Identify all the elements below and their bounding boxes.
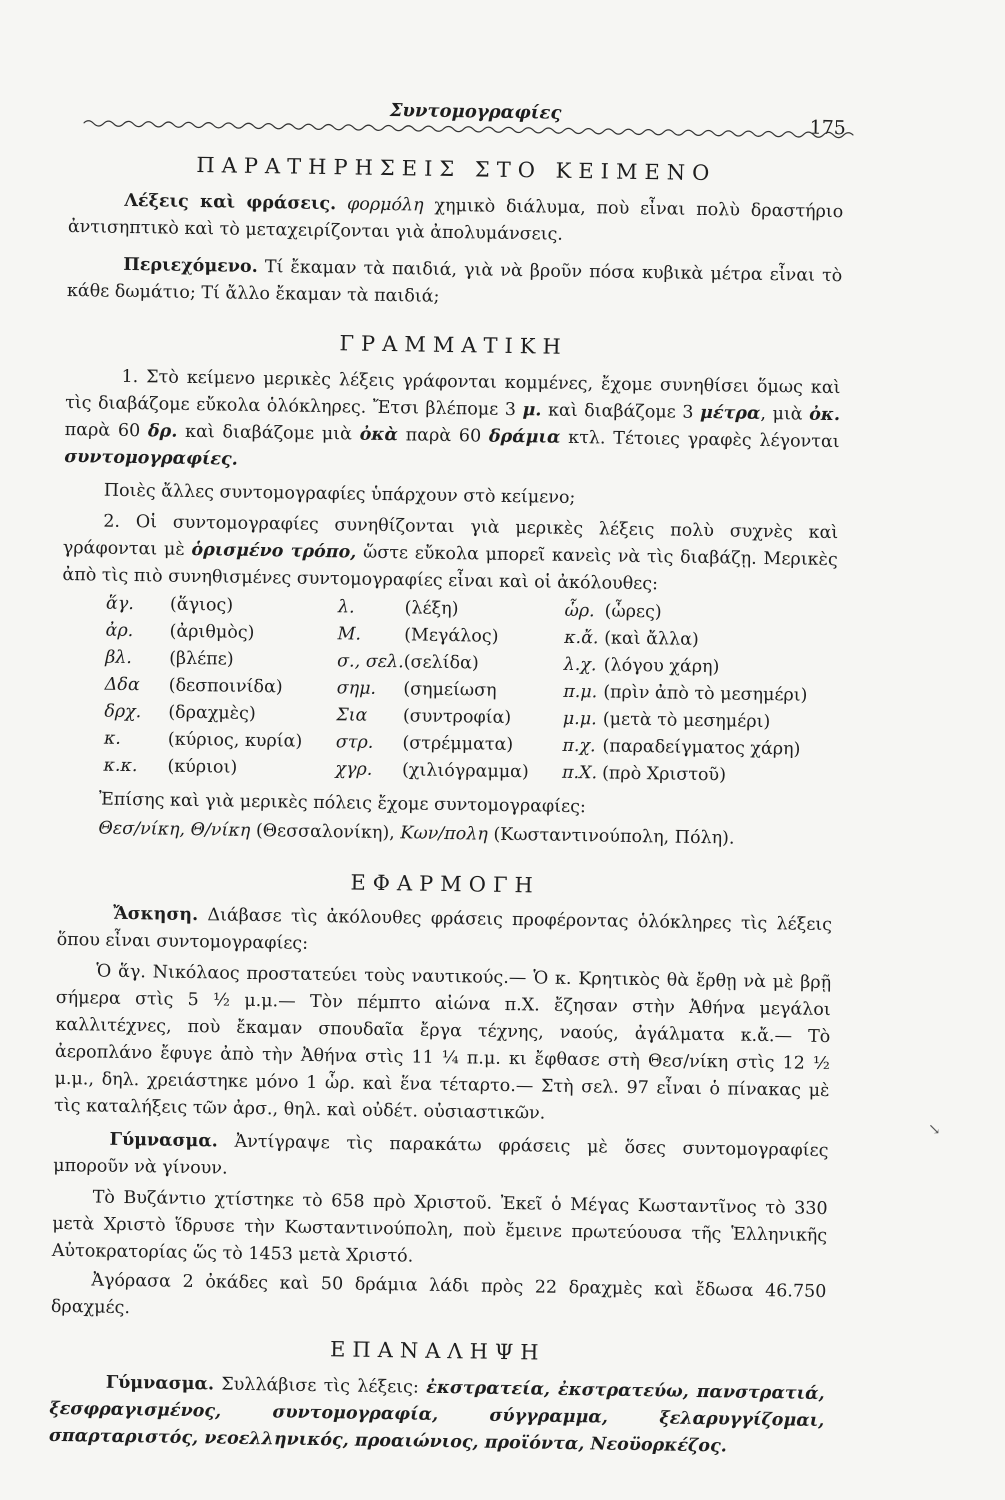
- abbreviation-cell: Σια: [336, 705, 368, 726]
- city-abbr: Κων/πολη: [400, 823, 489, 845]
- abbreviation-cell: σ., σελ.: [336, 651, 404, 673]
- city-full: (Κωσταντινούπολη, Πόλη).: [493, 824, 735, 849]
- paragraph-cities-intro: Ἐπίσης καὶ γιὰ μερικὲς πόλεις ἔχομε συντομογραφίες:: [98, 789, 587, 818]
- paragraph-drill-purchase: Ἀγόρασα 2 ὀκάδες καὶ 50 δράμια λάδι πρὸς 22 δραχμὲς καὶ ἔδωσα 46.750 δραχμές.: [50, 1270, 827, 1319]
- expansion-cell: (σημείωση: [403, 679, 497, 701]
- lead-review: Γύμνασμα.: [105, 1372, 215, 1395]
- expansion-cell: (Μεγάλος): [404, 625, 499, 647]
- abbreviation-cell: κ.ἄ.: [564, 627, 599, 649]
- paragraph-exercise: [57, 900, 833, 966]
- abbreviation-cell: βλ.: [105, 647, 133, 669]
- expansion-cell: (συντροφία): [402, 706, 512, 729]
- expansion-cell: (στρέμματα): [402, 733, 514, 756]
- city-abbr: Θεσ/νίκη, Θ/νίκη: [98, 818, 251, 841]
- review-words: ἐκστρατεία, ἐκστρατεύω, πανστρατιά, ξεσφραγισμένος, συντομογραφία, σύγγραμμα, ξελαρυγγίζομαι, σπαρταριστός, νεοελληνικός, προαιώνιος, προϊόντα, Νεοϋορκέζος.: [48, 1377, 825, 1457]
- expansion-cell: (βλέπε): [169, 648, 234, 670]
- abbreviation-cell: δρχ.: [104, 701, 142, 723]
- expansion-cell: (λέξη): [404, 598, 459, 620]
- abbreviation-cell: π.μ.: [563, 681, 598, 703]
- abbreviation-cell: π.Χ.: [561, 762, 598, 784]
- term-formol: φορμόλη: [346, 194, 424, 216]
- expansion-cell: (ἅγιος): [169, 594, 234, 616]
- section-title-application: ΕΦΑΡΜΟΓΗ: [350, 870, 541, 898]
- phrases-text: χημικὸ διάλυμα, ποὺ εἶναι πολὺ δραστήριο ἀντισηπτικὸ καὶ τὸ μεταχειρίζονται γιὰ ἀπολυμάνσεις.: [67, 195, 844, 245]
- abbreviation-cell: λ.χ.: [563, 654, 597, 676]
- text-fragment: παρὰ 60: [405, 425, 482, 447]
- book-page: [49, 95, 845, 1462]
- lead-drill: Γύμνασμα.: [109, 1129, 219, 1152]
- paragraph-drill-byzantium: Τὸ Βυζάντιο χτίστηκε τὸ 658 πρὸ Χριστοῦ. Ἐκεῖ ὁ Μέγας Κωσταντῖνος τὸ 330 μετὰ Χριστὸ ἵδρυσε τὴν Κωσταντινούπολη, ποὺ ἔμεινε πρωτεύουσα τῆς Ἑλληνικῆς Αὐτοκρατορίας ὥς τὸ 1453 μετὰ Χριστό.: [51, 1187, 828, 1267]
- paragraph-review: [49, 1369, 825, 1462]
- expansion-cell: (δραχμὲς): [168, 702, 256, 724]
- abbr-example: ὀκ.: [809, 404, 841, 426]
- abbreviation-cell: κ.: [103, 728, 122, 749]
- section-title-grammar: ΓΡΑΜΜΑΤΙΚΗ: [339, 331, 568, 359]
- term-abbreviations: συντομογραφίες.: [64, 446, 238, 470]
- text-fragment: κτλ. Τέτοιες γραφὲς λέγονται: [568, 427, 840, 453]
- abbreviation-cell: Μ.: [337, 624, 362, 645]
- lead-phrases: Λέξεις καὶ φράσεις.: [124, 190, 337, 215]
- paragraph-grammar-2: [62, 508, 838, 601]
- text-fragment: 1. Στὸ κείμενο μερικὲς λέξεις γράφονται κομμένες, ἔχομε συνηθίσει ὅμως καὶ τὶς διαβάζομε εὔκολα ὁλόκληρες. Ἔτσι βλέπομε 3: [65, 366, 841, 421]
- expansion-cell: (πρὸ Χριστοῦ): [601, 763, 727, 786]
- abbreviation-cell: ἅγ.: [105, 593, 135, 615]
- text-fragment: ὥστε εὔκολα μπορεῖ κανεὶς νὰ τὶς διαβάζῃ. Μερικὲς ἀπὸ τὶς πιὸ συνηθισμένες συντομογραφίες εἶναι καὶ οἱ ἀκόλουθες:: [62, 542, 838, 595]
- expansion-cell: (παραδείγματος χάρη): [602, 736, 801, 760]
- paragraph-exercise-body: Ὁ ἅγ. Νικόλαος προστατεύει τοὺς ναυτικούς.— Ὁ κ. Κρητικὸς θὰ ἔρθῃ νὰ μὲ βρῇ σήμερα στὶς 5 ½ μ.μ.— Τὸν πέμπτο αἰώνα π.Χ. ἔζησαν στὴν Ἀθήνα μεγάλοι καλλιτέχνες, ποὺ ἔκαμαν σπουδαῖα ἔργα τέχνης, ναούς, ἀγάλματα κ.ἄ.— Τὸ ἀεροπλάνο ἔφυγε ἀπὸ τὴν Ἀθήνα στὶς 11 ¼ π.μ. κι ἔφθασε στὴ Θεσ/νίκη στὶς 12 ½ μ.μ., δηλ. χρειάστηκε μόνο 1 ὧρ. καὶ ἕνα τέταρτο.— Στὴ σελ. 97 εἶναι ὁ πίνακας μὲ τὶς καταλήξεις τῶν ἀρσ., θηλ. καὶ οὐδέτ. οὐσιαστικῶν.: [53, 961, 832, 1124]
- expansion-cell: (πρὶν ἀπὸ τὸ μεσημέρι): [603, 682, 808, 706]
- abbreviation-cell: ὧρ.: [564, 600, 595, 622]
- text-fragment: 2. Οἱ συντομογραφίες συνηθίζονται γιὰ μερικὲς λέξεις πολὺ συχνὲς καὶ γράφονται μὲ: [62, 511, 839, 560]
- expansion-cell: (χιλιόγραμμα): [401, 760, 529, 783]
- page-number: 175: [809, 116, 847, 140]
- expansion-cell: (κύριοι): [167, 756, 238, 778]
- expansion-cell: (δεσποινίδα): [168, 675, 283, 698]
- lead-exercise: Ἄσκηση.: [112, 903, 199, 926]
- full-example: δράμια: [488, 426, 561, 448]
- paragraph-grammar-question: Ποιὲς ἄλλες συντομογραφίες ὑπάρχουν στὸ κείμενο;: [103, 480, 576, 508]
- paragraph-drill: [53, 1126, 829, 1192]
- abbreviation-cell: μ.μ.: [562, 708, 597, 730]
- content-text: Τί ἔκαμαν τὰ παιδιά, γιὰ νὰ βροῦν πόσα κυβικὰ μέτρα εἶναι τὸ κάθε δωμάτιο; Τί ἄλλο ἔκαμαν τὰ παιδιά;: [66, 257, 843, 307]
- abbreviations-table: [103, 594, 809, 794]
- abbreviation-cell: κ.κ.: [103, 755, 138, 777]
- abbreviation-cell: ἀρ.: [105, 620, 134, 642]
- full-example: μέτρα: [699, 402, 761, 424]
- abbreviation-cell: Δδα: [104, 674, 140, 696]
- text-fragment: καὶ διαβάζομε μιὰ: [184, 421, 353, 445]
- section-title-review: ΕΠΑΝΑΛΗΨΗ: [329, 1337, 546, 1365]
- paragraph-phrases: [68, 187, 844, 253]
- abbreviation-cell: στρ.: [335, 732, 374, 753]
- text-fragment: , μιὰ: [760, 403, 803, 425]
- expansion-cell: (ὧρες): [604, 601, 662, 623]
- expansion-cell: (λόγου χάρη): [603, 655, 720, 678]
- abbr-example: δρ.: [147, 421, 178, 442]
- expansion-cell: (σελίδα): [403, 652, 479, 674]
- abbr-example: μ.: [522, 400, 542, 421]
- section-title-remarks: ΠΑΡΑΤΗΡΗΣΕΙΣ ΣΤΟ ΚΕΙΜΕΝΟ: [196, 152, 717, 186]
- term-defined-way: ὁρισμένο τρόπο,: [191, 539, 357, 563]
- expansion-cell: (ἀριθμὸς): [169, 621, 255, 643]
- running-header: [69, 95, 847, 143]
- exercise-text: Διάβασε τὶς ἀκόλουθες φράσεις προφέροντας ὁλόκληρες τὶς λέξεις ὅπου εἶναι συντομογραφίες:: [56, 905, 833, 954]
- abbreviation-cell: λ.: [337, 597, 355, 618]
- abbreviation-cell: π.χ.: [562, 735, 596, 757]
- drill-text: Ἀντίγραψε τὶς παρακάτω φράσεις μὲ ὅσες συντομογραφίες μποροῦν νὰ γίνουν.: [53, 1131, 829, 1179]
- review-text: Συλλάβισε τὶς λέξεις:: [221, 1374, 419, 1398]
- text-fragment: παρὰ 60: [64, 419, 141, 442]
- abbreviation-cell: σημ.: [336, 678, 377, 699]
- expansion-cell: (μετὰ τὸ μεσημέρι): [602, 709, 771, 733]
- abbreviation-cell: χγρ.: [335, 759, 373, 780]
- paragraph-grammar-1: [64, 363, 841, 483]
- expansion-cell: (καὶ ἄλλα): [603, 628, 699, 650]
- city-full: (Θεσσαλονίκη),: [255, 821, 395, 844]
- lead-content: Περιεχόμενο.: [123, 254, 258, 277]
- full-example: ὀκὰ: [359, 424, 399, 446]
- text-fragment: καὶ διαβάζομε 3: [547, 400, 694, 423]
- expansion-cell: (κύριος, κυρία): [167, 729, 303, 752]
- running-title: Συντομογραφίες: [389, 100, 562, 124]
- margin-mark: ↘: [928, 1120, 941, 1138]
- paragraph-content: [67, 251, 843, 317]
